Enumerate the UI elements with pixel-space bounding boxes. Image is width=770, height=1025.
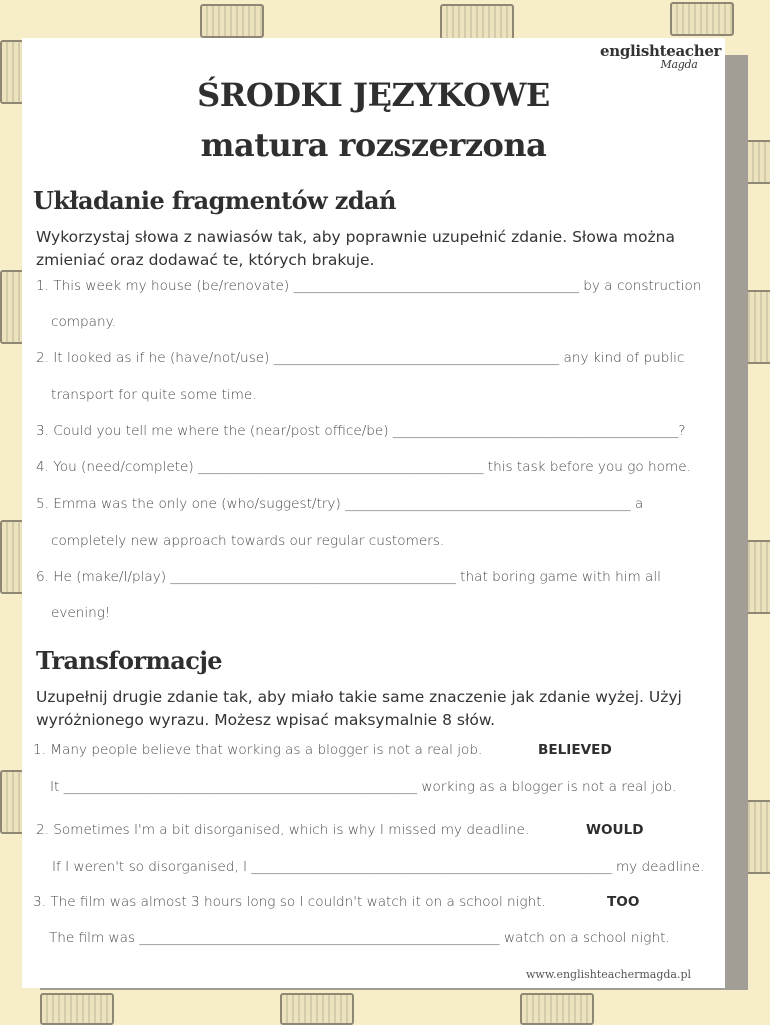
exercise-line: company. [51,314,117,330]
exercise-line: 2. It looked as if he (have/not/use) __________________________________________ any kind of public [36,350,685,366]
book-stack-illustration [0,40,24,104]
exercise-line: 1. This week my house (be/renovate) __________________________________________ by a construction [36,278,702,294]
transformation-sentence: 2. Sometimes I'm a bit disorganised, which is why I missed my deadline. [36,822,530,838]
section1-heading: Układanie fragmentów zdań [33,186,396,215]
book-stack-illustration [0,270,24,344]
section2-heading: Transformacje [36,646,222,675]
section2-instruction: Uzupełnij drugie zdanie tak, aby miało takie same znaczenie jak zdanie wyżej. Użyj wyróżnionego wyrazu. Możesz wpisać maksymalnie 8 słów. [36,688,682,729]
brand-signature: Magda [660,58,698,71]
book-stack-illustration [0,770,24,834]
book-stack-illustration [0,520,24,594]
page-title: ŚRODKI JĘZYKOWE [197,76,550,114]
exercise-line: 4. You (need/complete) __________________________________________ this task before you go home. [36,459,691,475]
book-stack-illustration [440,4,514,40]
transformation-sentence: 1. Many people believe that working as a blogger is not a real job. [33,742,483,758]
book-stack-illustration [520,993,594,1025]
keyword: WOULD [586,822,644,838]
footer-url: www.englishteachermagda.pl [526,968,692,981]
transformation-answer-line: The film was _____________________________________________________ watch on a school night. [49,930,670,946]
section1-instruction: Wykorzystaj słowa z nawiasów tak, aby poprawnie uzupełnić zdanie. Słowa można zmieniać oraz dodawać te, których brakuje. [36,228,675,269]
exercise-line: evening! [51,605,111,621]
book-stack-illustration [670,2,734,36]
book-stack-illustration [280,993,354,1025]
exercise-line: 3. Could you tell me where the (near/post office/be) __________________________________________? [36,423,686,439]
brand-name: englishteacher [600,42,722,60]
keyword: BELIEVED [538,742,612,758]
transformation-sentence: 3. The film was almost 3 hours long so I couldn't watch it on a school night. [33,894,546,910]
book-stack-illustration [40,993,114,1025]
exercise-line: 6. He (make/I/play) __________________________________________ that boring game with him all [36,569,661,585]
exercise-line: transport for quite some time. [51,387,257,403]
exercise-line: completely new approach towards our regular customers. [51,533,445,549]
page-subtitle: matura rozszerzona [200,126,547,164]
book-stack-illustration [200,4,264,38]
brand-logo [600,42,722,71]
worksheet [22,38,725,988]
keyword: TOO [607,894,640,910]
transformation-answer-line: If I weren't so disorganised, I _____________________________________________________ my deadline. [52,859,705,875]
transformation-answer-line: It ____________________________________________________ working as a blogger is not a real job. [50,779,677,795]
exercise-line: 5. Emma was the only one (who/suggest/try) __________________________________________ a [36,496,644,512]
